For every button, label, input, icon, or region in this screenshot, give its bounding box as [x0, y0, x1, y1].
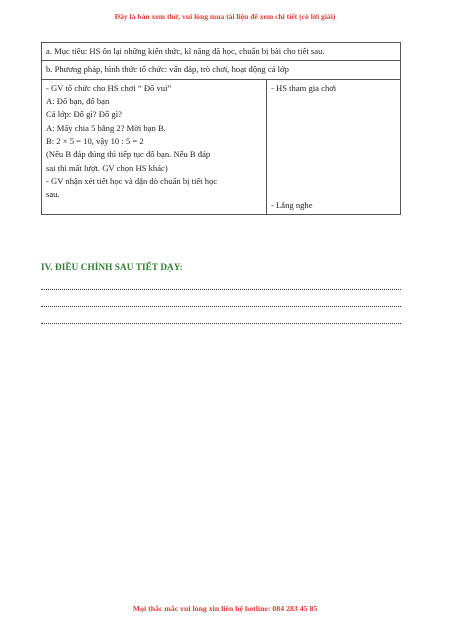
teacher-line: sau.	[46, 189, 60, 200]
student-line: - Lắng nghe	[271, 199, 313, 210]
method-cell: b. Phương pháp, hình thức tổ chức: vấn đáp, trò chơi, hoạt động cả lớp	[42, 61, 401, 79]
teacher-line: A: Mấy chia 5 bằng 2? Mời bạn B.	[46, 122, 166, 133]
preview-banner: Đây là bản xem thử, vui lòng mua tài liệu để xem chi tiết (có lời giải)	[114, 12, 336, 21]
teacher-line: - GV tổ chức cho HS chơi “ Đố vui”	[46, 82, 172, 93]
dotted-answer-line	[41, 289, 401, 290]
table-row-goal	[42, 43, 401, 61]
teacher-line: Cả lớp: Đố gì? Đố gì?	[46, 109, 122, 120]
table-row-method	[42, 61, 401, 79]
teacher-line: B: 2 × 5 = 10, vậy 10 : 5 = 2	[46, 135, 144, 146]
student-activity-cell	[267, 79, 401, 215]
lesson-activity-table	[41, 42, 401, 215]
goal-cell: a. Mục tiêu: HS ôn lại những kiến thức, kĩ năng đã học, chuẩn bị bài cho tiết sau.	[42, 43, 401, 61]
teacher-line: (Nếu B đáp đúng thì tiếp tục đố bạn. Nếu B đáp	[46, 149, 211, 160]
dotted-answer-line	[41, 323, 401, 324]
teacher-line: A: Đố bạn, đố bạn	[46, 95, 110, 106]
dotted-answer-line	[41, 306, 401, 307]
student-line: - HS tham gia chơi	[271, 82, 337, 93]
hotline-banner: Mọi thắc mắc vui lòng xin liên hệ hotline: 084 283 45 85	[132, 604, 318, 613]
teacher-activity-cell	[42, 79, 267, 215]
teacher-line: - GV nhận xét tiết học và dặn dò chuẩn bị tiết học	[46, 175, 218, 186]
table-row-activity	[42, 79, 401, 215]
teacher-line: sai thì mất lượt. GV chọn HS khác)	[46, 162, 168, 173]
section-heading: IV. ĐIỀU CHỈNH SAU TIẾT DẠY:	[41, 262, 183, 272]
